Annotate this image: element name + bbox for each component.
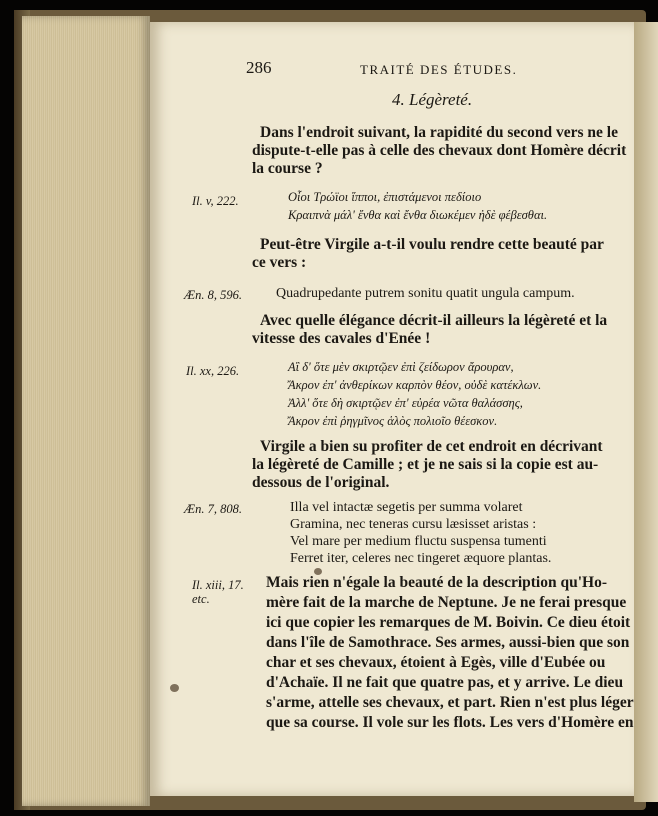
quote-line: Ἄκρον ἐπὶ ῥηγμῖνος ἁλὸς πολιοῖο θέεσκον.	[288, 414, 498, 428]
margin-reference: Il. v, 222.	[192, 194, 239, 208]
quote-line: Αἳ δ' ὅτε μὲν σκιρτῷεν ἐπὶ ζείδωρον ἄρουραν,	[288, 360, 514, 374]
paragraph-line: Peut-être Virgile a-t-il voulu rendre cette beauté par	[260, 236, 604, 253]
paragraph-line: char et ses chevaux, étoient à Egès, ville d'Eubée ou	[266, 654, 606, 671]
quote-line: Οἷοι Τρώϊοι ἵπποι, ἐπιστάμενοι πεδίοιο	[288, 190, 482, 204]
section-title: 4. Légèreté.	[392, 90, 473, 109]
paragraph-line: Mais rien n'égale la beauté de la description qu'Ho-	[266, 574, 607, 591]
paragraph-line: ce vers :	[252, 254, 307, 271]
quote-line: Ferret iter, celeres nec tingeret æquore plantas.	[290, 551, 552, 566]
quote-line: Κραιπνὰ μάλ' ἔνθα καὶ ἔνθα διωκέμεν ἠδὲ φέβεσθαι.	[288, 208, 548, 222]
paragraph-line: la course ?	[252, 160, 323, 177]
quote-line: Gramina, nec teneras cursu læsisset aristas :	[290, 517, 537, 532]
paragraph-line: dans l'île de Samothrace. Ses armes, aussi-bien que son	[266, 634, 630, 651]
ink-blot	[170, 684, 179, 692]
page-edges	[22, 16, 150, 806]
paragraph-line: dispute-t-elle pas à celle des chevaux dont Homère décrit	[252, 142, 627, 159]
paragraph-line: d'Achaïe. Il ne fait que quatre pas, et y arrive. Le dieu	[266, 674, 624, 691]
paragraph-line: vitesse des cavales d'Enée !	[252, 330, 431, 347]
margin-reference: etc.	[192, 592, 210, 606]
running-title: TRAITÉ DES ÉTUDES.	[360, 62, 518, 77]
margin-reference: Il. xx, 226.	[186, 364, 240, 378]
paragraph-line: Avec quelle élégance décrit-il ailleurs la légèreté et la	[260, 312, 608, 329]
facing-page-edge	[634, 22, 658, 802]
paragraph-line: s'arme, attelle ses chevaux, et part. Rien n'est plus léger	[266, 694, 634, 711]
quote-line: Quadrupedante putrem sonitu quatit ungula campum.	[276, 286, 575, 301]
paragraph-line: Dans l'endroit suivant, la rapidité du second vers ne le	[260, 124, 618, 141]
quote-line: Illa vel intactæ segetis per summa volaret	[290, 500, 523, 515]
paragraph-line: la légèreté de Camille ; et je ne sais si la copie est au-	[252, 456, 599, 473]
paragraph-line: Virgile a bien su profiter de cet endroit en décrivant	[260, 438, 603, 455]
paragraph-line: que sa course. Il vole sur les flots. Les vers d'Homère en	[266, 714, 634, 731]
quote-line: Ἀλλ' ὅτε δὴ σκιρτῷεν ἐπ' εὐρέα νῶτα θαλάσσης,	[288, 396, 523, 410]
book-page	[150, 22, 634, 796]
paragraph-line: mère fait de la marche de Neptune. Je ne ferai presque	[266, 594, 627, 611]
margin-reference: Æn. 8, 596.	[184, 288, 242, 302]
quote-line: Vel mare per medium fluctu suspensa tumenti	[290, 534, 547, 549]
paragraph-line: dessous de l'original.	[252, 474, 390, 491]
paragraph-line: ici que copier les remarques de M. Boivin. Ce dieu étoit	[266, 614, 631, 631]
margin-reference: Æn. 7, 808.	[184, 502, 242, 516]
quote-line: Ἄκρον ἐπ' ἀνθερίκων καρπὸν θέον, οὐδὲ κατέκλων.	[288, 378, 542, 392]
margin-reference: Il. xiii, 17.	[192, 578, 244, 592]
page-number: 286	[246, 58, 272, 77]
